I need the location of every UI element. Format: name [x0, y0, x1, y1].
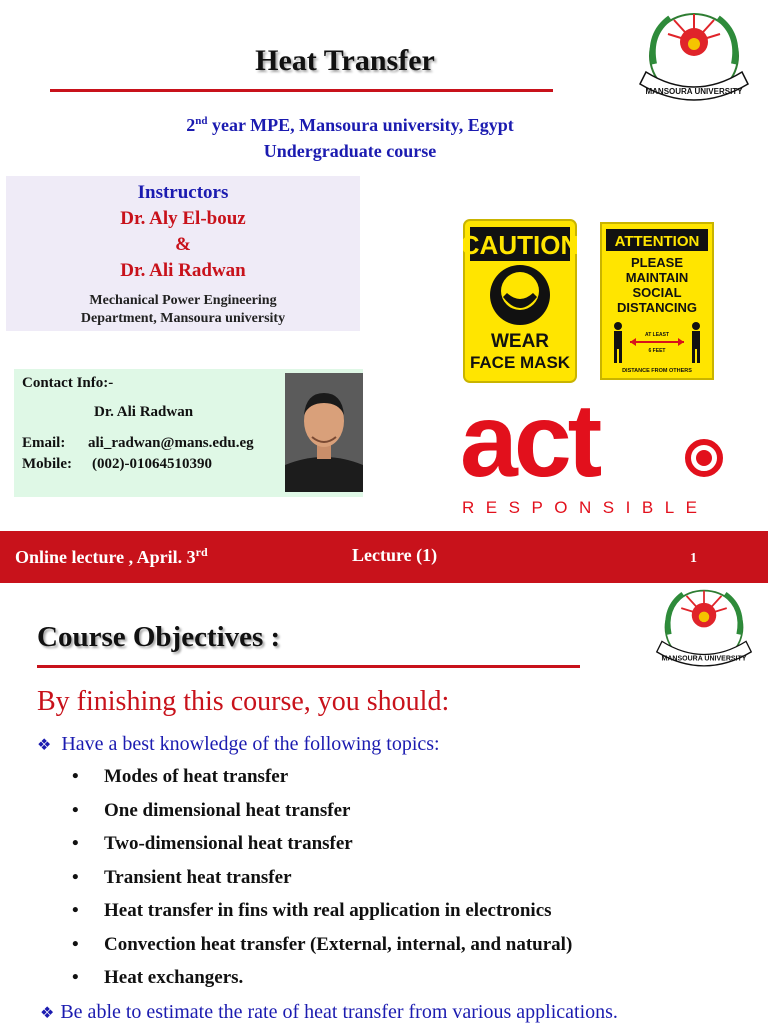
list-item: • Heat exchangers. — [72, 967, 244, 988]
objective-bullet-1: ❖ Have a best knowledge of the following topics: — [37, 733, 440, 755]
svg-text:6 FEET: 6 FEET — [648, 348, 666, 354]
attention-sign — [600, 222, 714, 380]
department-text: Mechanical Power Engineering Department, Mansoura university — [80, 293, 286, 326]
footer-lecture: Lecture (1) — [352, 545, 438, 565]
list-item: • Modes of heat transfer — [72, 766, 289, 787]
svg-text:act: act — [460, 398, 599, 499]
svg-text:MAINTAIN: MAINTAIN — [625, 270, 689, 285]
svg-text:MANSOURA UNIVERSITY: MANSOURA UNIVERSITY — [645, 87, 743, 96]
list-item: • Heat transfer in fins with real application in electronics — [72, 900, 552, 921]
title-underline — [50, 89, 553, 92]
svg-text:MANSOURA UNIVERSITY: MANSOURA UNIVERSITY — [661, 655, 747, 663]
list-item: • Transient heat transfer — [72, 866, 292, 888]
svg-text:SOCIAL: SOCIAL — [632, 285, 682, 300]
svg-text:PLEASE: PLEASE — [630, 255, 684, 270]
svg-text:WEAR: WEAR — [490, 331, 550, 352]
caution-sign — [463, 219, 577, 383]
svg-text:ATTENTION: ATTENTION — [614, 233, 700, 250]
list-item: • Two-dimensional heat transfer — [72, 833, 353, 854]
contact-info-box — [14, 369, 363, 497]
svg-text:RESPONSIBLE: RESPONSIBLE — [462, 498, 709, 517]
diamond-bullet-icon: ❖ — [40, 1003, 55, 1022]
university-logo — [630, 4, 758, 114]
contact-text: Contact Info:- Dr. Ali Radwan Email: ali_radwan@mans.edu.eg Mobile: (002)-01064510390 — [22, 375, 254, 472]
list-item: • One dimensional heat transfer — [72, 799, 351, 821]
slide-title: Heat Transfer — [255, 44, 435, 77]
email-link[interactable]: ali_radwan@mans.edu.eg — [88, 435, 254, 451]
objectives-title: Course Objectives : — [37, 621, 281, 653]
instructors-heading: Instructors — [137, 182, 229, 203]
svg-text:DISTANCE FROM OTHERS: DISTANCE FROM OTHERS — [622, 368, 692, 374]
instructors-box — [6, 176, 360, 331]
topics-list — [72, 766, 572, 1001]
course-subtitle: 2nd year MPE, Mansoura university, Egypt Undergraduate course — [186, 115, 514, 161]
act-responsible-logo — [460, 398, 730, 520]
diamond-bullet-icon: ❖ — [37, 735, 52, 754]
svg-text:FACE MASK: FACE MASK — [469, 353, 571, 372]
instructor-name-2: Dr. Ali Radwan — [120, 260, 246, 281]
footer-date: Online lecture , April. 3rd — [15, 545, 208, 567]
objectives-lead: By finishing this course, you should: — [37, 686, 450, 717]
university-logo-2 — [648, 578, 760, 682]
svg-text:DISTANCING: DISTANCING — [617, 300, 697, 315]
instructor-photo — [285, 373, 363, 492]
objective-bullet-2: ❖ Be able to estimate the rate of heat transfer from various applications. — [40, 1001, 618, 1023]
svg-text:AT LEAST: AT LEAST — [644, 332, 670, 338]
page-number: 1 — [690, 551, 697, 566]
slide-footer — [0, 531, 768, 583]
svg-text:CAUTION: CAUTION — [463, 230, 577, 260]
list-item: • Convection heat transfer (External, internal, and natural) — [72, 933, 573, 955]
objectives-underline — [37, 665, 580, 668]
instructor-name-1: Dr. Aly El-bouz — [120, 208, 246, 229]
instructor-amp: & — [175, 234, 191, 255]
